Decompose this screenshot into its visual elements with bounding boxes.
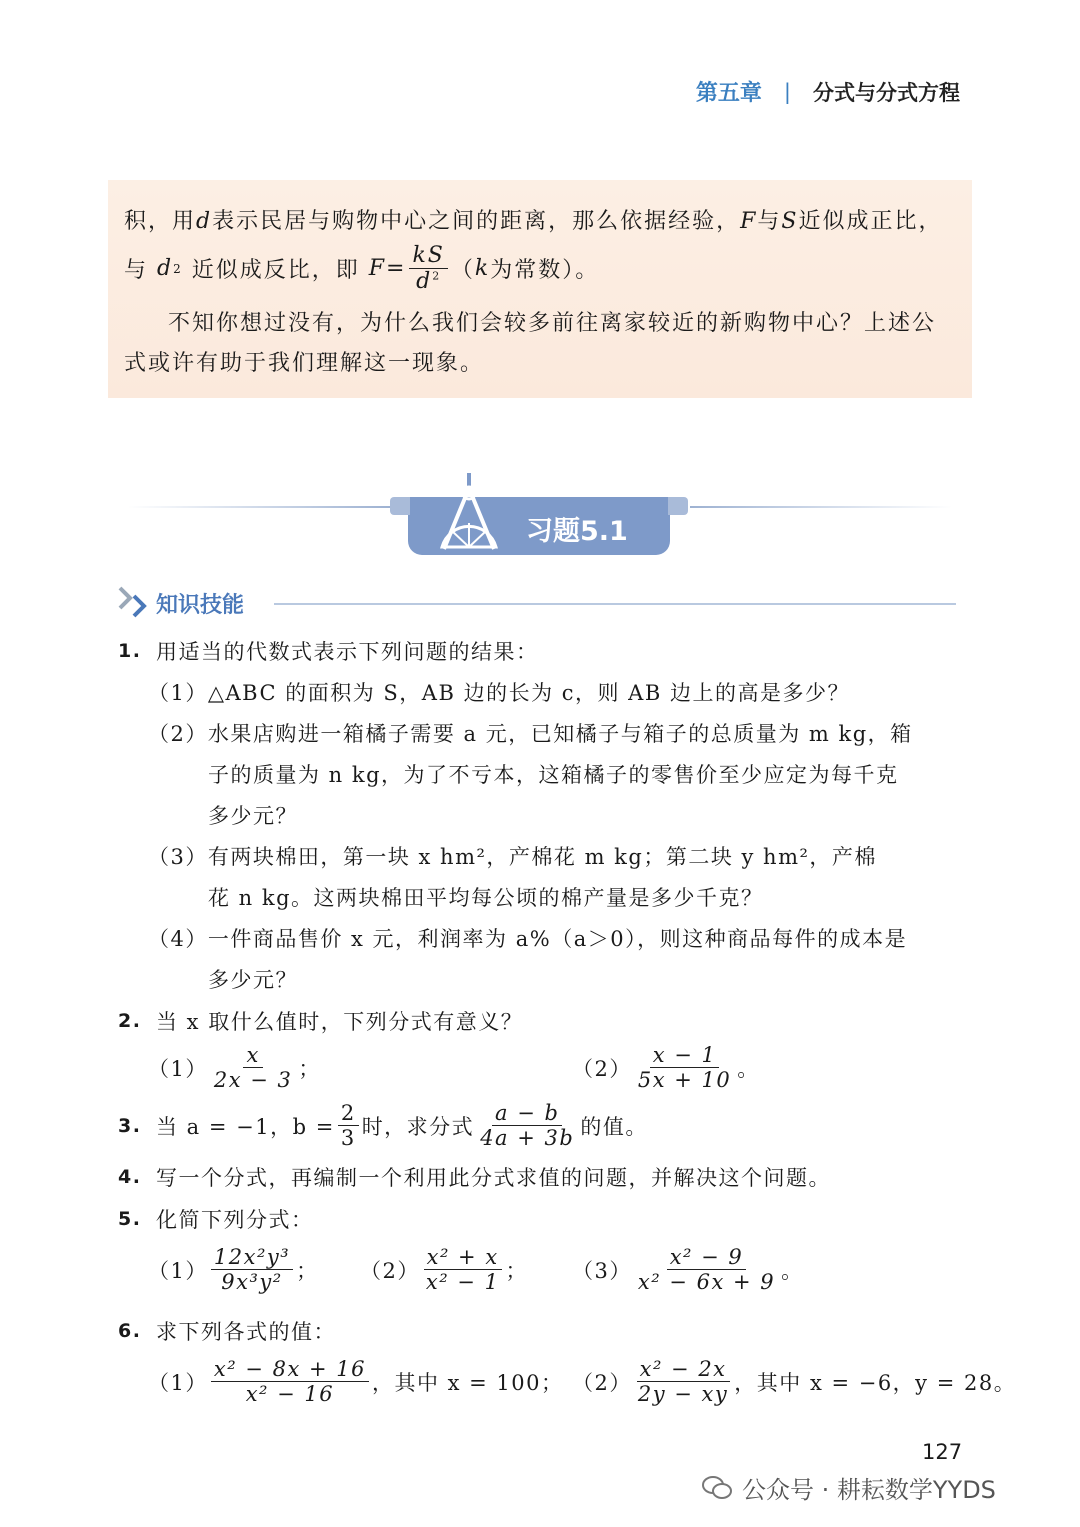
question-1: 1. 用适当的代数式表示下列问题的结果： (118, 640, 539, 664)
chevron-icon (116, 582, 156, 622)
q1-part-4: （4）一件商品售价 x 元，利润率为 a%（a＞0），则这种商品每件的成本是 (148, 927, 908, 951)
q6-part-1: （1） $\frac{\text{x² − 8x + 16}}{\text{x² − 16}}$ ，其中 x = 100； (148, 1357, 564, 1407)
q1-part-2-end: 多少元？ (208, 804, 298, 828)
q2-part-2: （2） $\frac{x - 1}{5x + 10}$ 。 (572, 1043, 760, 1093)
q1-part-2-cont: 子的质量为 n kg，为了不亏本，这箱橘子的零售价至少应定为每千克 (208, 763, 899, 787)
compass-protractor-icon (432, 473, 506, 555)
q1-part-2: （2）水果店购进一箱橘子需要 a 元，已知橘子与箱子的总质量为 m kg，箱 (148, 722, 913, 746)
q1-part-4-cont: 多少元？ (208, 968, 298, 992)
question-2: 2. 当 x 取什么值时，下列分式有意义？ (118, 1010, 524, 1034)
q1-part-1: （1）△ABC 的面积为 S，AB 边的长为 c，则 AB 边上的高是多少？ (148, 681, 850, 705)
page-number: 127 (922, 1440, 963, 1464)
question-6: 6. 求下列各式的值： (118, 1320, 336, 1344)
section-title: 知识技能 (156, 593, 245, 618)
reading-line-2: 与 d 2 近似成反比，即 F = $\frac{kS}{d^2}$ （ k 为常数）。 (124, 243, 600, 295)
chapter-title: 分式与分式方程 (813, 80, 960, 105)
section-heading (116, 586, 956, 622)
question-4: 4. 写一个分式，再编制一个利用此分式求值的问题，并解决这个问题。 (118, 1166, 831, 1190)
section-rule (274, 603, 956, 605)
banner-rule-left (128, 506, 390, 508)
q2-part-1: （1） $\frac{x}{2x - 3}$ ； (148, 1043, 321, 1093)
reading-box (108, 180, 972, 398)
question-3: 3. 当 a = −1，b = $\frac{2}{3}$ 时，求分式 $\frac{a - b}{4a + 3b}$ 的值。 (118, 1101, 648, 1151)
exercise-banner (408, 497, 670, 555)
header-separator: | (783, 79, 791, 104)
banner-rule-right (690, 506, 952, 508)
chapter-label: 第五章 (695, 81, 762, 106)
q5-part-2: （2） $\frac{\text{x² + x}}{\text{x² − 1}}$ ； (360, 1245, 528, 1295)
wechat-icon (702, 1475, 732, 1501)
watermark-text: 公众号 · 耕耘数学YYDS (742, 1476, 996, 1504)
q5-part-3: （3） $\frac{\text{x² − 9}}{\text{x² − 6x + 9}}$ 。 (572, 1245, 804, 1295)
question-5: 5. 化简下列分式： (118, 1208, 314, 1232)
q5-part-1: （1） $\frac{\text{12x²y³}}{\text{9x³y²}}$ ； (148, 1245, 319, 1295)
exercise-title: 习题5.1 (526, 516, 628, 547)
reading-line-3: 不知你想过没有，为什么我们会较多前往离家较近的新购物中心？上述公 (168, 311, 937, 336)
reading-line-4: 式或许有助于我们理解这一现象。 (124, 351, 485, 376)
q6-part-2: （2） $\frac{\text{x² − 2x}}{2y - xy}$ ，其中 x = −6，y = 28。 (572, 1357, 1017, 1407)
reading-line-1: 积，用d表示民居与购物中心之间的距离，那么依据经验，F与S近似成正比， (124, 209, 943, 234)
q1-part-3: （3）有两块棉田，第一块 x hm²，产棉花 m kg；第二块 y hm²，产棉 (148, 845, 877, 869)
q1-part-3-cont: 花 n kg。这两块棉田平均每公顷的棉产量是多少千克？ (208, 886, 764, 910)
chapter-header (696, 76, 960, 107)
formula-fraction: $\frac{kS}{d^2}$ (409, 244, 447, 293)
watermark (702, 1470, 996, 1505)
